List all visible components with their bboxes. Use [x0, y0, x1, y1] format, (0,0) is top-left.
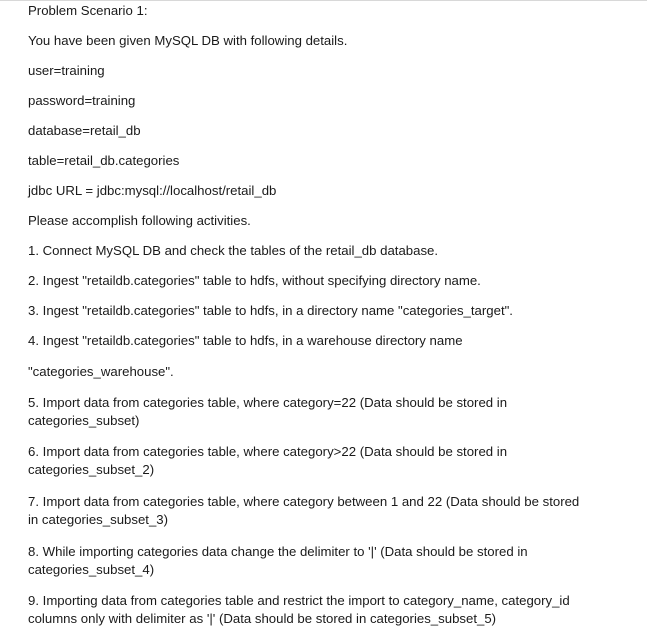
intro-text: You have been given MySQL DB with following details. [28, 33, 348, 48]
task-5 [28, 394, 507, 429]
task-text: 5. Import data from categories table, where category=22 (Data should be stored in [28, 395, 508, 410]
task-text: 3. Ingest "retaildb.categories" table to hdfs, in a directory name "categories_target". [28, 303, 513, 318]
task-text: 9. Importing data from categories table and restrict the import to category_name, category_id [28, 593, 570, 608]
task-text: columns only with delimiter as '|' (Data should be stored in categories_subset_5) [28, 610, 497, 626]
detail-password [28, 92, 135, 110]
detail-user [28, 62, 105, 80]
task-1 [28, 242, 438, 260]
intro-paragraph [28, 32, 347, 50]
document-title [28, 2, 147, 20]
title-text: Problem Scenario 1: [28, 3, 148, 18]
task-text: 2. Ingest "retaildb.categories" table to hdfs, without specifying directory name. [28, 273, 481, 288]
task-text: in categories_subset_3) [28, 511, 169, 527]
task-4-continued [28, 363, 174, 381]
task-text: 8. While importing categories data change the delimiter to '|' (Data should be stored in [28, 544, 528, 559]
task-4 [28, 332, 463, 350]
task-3 [28, 302, 513, 320]
task-text: 7. Import data from categories table, where category between 1 and 22 (Data should be stored [28, 494, 580, 509]
detail-text: database=retail_db [28, 123, 141, 138]
detail-table [28, 152, 179, 170]
task-8 [28, 543, 528, 578]
detail-text: jdbc URL = jdbc:mysql://localhost/retail_db [28, 183, 277, 198]
detail-database [28, 122, 141, 140]
task-text: categories_subset_2) [28, 461, 155, 477]
task-text: 4. Ingest "retaildb.categories" table to hdfs, in a warehouse directory name [28, 333, 463, 348]
task-text: 6. Import data from categories table, where category>22 (Data should be stored in [28, 444, 508, 459]
instruction-text: Please accomplish following activities. [28, 213, 251, 228]
task-text: categories_subset_4) [28, 561, 155, 577]
task-7 [28, 493, 579, 528]
task-text: categories_subset) [28, 412, 140, 428]
detail-text: table=retail_db.categories [28, 153, 180, 168]
task-9 [28, 592, 570, 627]
task-6 [28, 443, 507, 478]
task-text: "categories_warehouse". [28, 364, 174, 379]
task-text: 1. Connect MySQL DB and check the tables of the retail_db database. [28, 243, 439, 258]
detail-jdbc-url [28, 182, 276, 200]
task-2 [28, 272, 481, 290]
detail-text: user=training [28, 63, 105, 78]
detail-text: password=training [28, 93, 136, 108]
instruction-paragraph [28, 212, 251, 230]
